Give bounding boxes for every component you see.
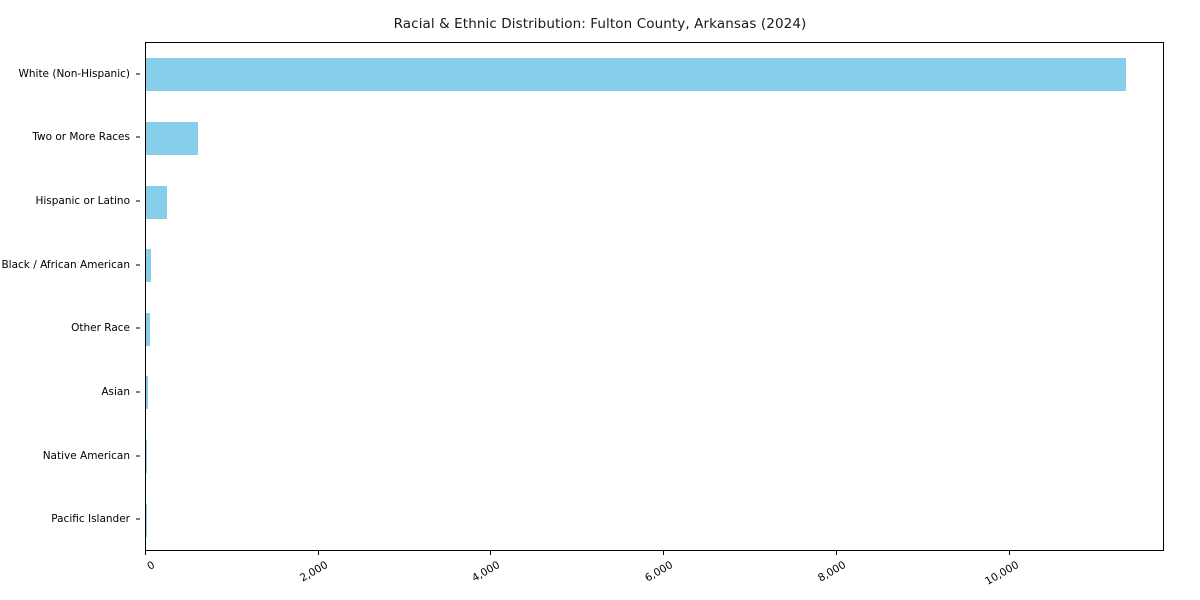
y-axis-tick-mark: [136, 264, 140, 265]
x-axis-tick-mark: [145, 551, 146, 555]
x-axis-tick-label: 6,000: [643, 559, 676, 585]
y-axis-tick-mark: [136, 137, 140, 138]
y-axis-tick-mark: [136, 201, 140, 202]
bar-row: [146, 313, 1163, 346]
y-axis-tick-label: Other Race: [71, 322, 130, 335]
x-axis-tick-label: 2,000: [297, 559, 330, 585]
x-axis-tick-label: 4,000: [470, 559, 503, 585]
x-axis-tick-mark: [1009, 551, 1010, 555]
y-axis-tick-mark: [136, 519, 140, 520]
bar-row: [146, 58, 1163, 91]
y-axis-tick-label: Black / African American: [1, 258, 130, 271]
bar: [146, 376, 148, 409]
bar-row: [146, 376, 1163, 409]
x-axis-tick-mark: [836, 551, 837, 555]
y-axis-tick-mark: [136, 73, 140, 74]
bar-row: [146, 249, 1163, 282]
y-axis-tick-label: Native American: [42, 449, 130, 462]
y-axis-tick-mark: [136, 328, 140, 329]
x-axis-tick-label: 10,000: [982, 559, 1021, 588]
x-axis-tick-mark: [663, 551, 664, 555]
chart-title: Racial & Ethnic Distribution: Fulton County, Arkansas (2024): [393, 16, 807, 32]
x-axis-tick-label: 8,000: [815, 559, 848, 585]
bar-row: [146, 504, 1163, 537]
y-axis-tick-label: Two or More Races: [32, 131, 130, 144]
bar: [146, 186, 167, 219]
bar: [146, 440, 147, 473]
y-axis-tick-label: Pacific Islander: [51, 513, 130, 526]
bar: [146, 313, 150, 346]
y-axis-tick-label: Asian: [101, 385, 130, 398]
bar-row: [146, 440, 1163, 473]
bar: [146, 504, 147, 537]
y-axis-tick-mark: [136, 391, 140, 392]
bar-series: [146, 43, 1163, 550]
bar-row: [146, 122, 1163, 155]
x-axis-tick-mark: [318, 551, 319, 555]
x-axis: [145, 551, 1164, 600]
y-axis-labels: [0, 42, 140, 551]
y-axis-tick-label: White (Non-Hispanic): [18, 67, 130, 80]
y-axis-tick-label: Hispanic or Latino: [35, 195, 130, 208]
plot-area: [145, 42, 1164, 551]
x-axis-tick-mark: [490, 551, 491, 555]
bar: [146, 122, 198, 155]
y-axis-tick-mark: [136, 455, 140, 456]
bar: [146, 249, 151, 282]
bar: [146, 58, 1126, 91]
x-axis-tick-label: 0: [145, 559, 157, 573]
bar-row: [146, 186, 1163, 219]
